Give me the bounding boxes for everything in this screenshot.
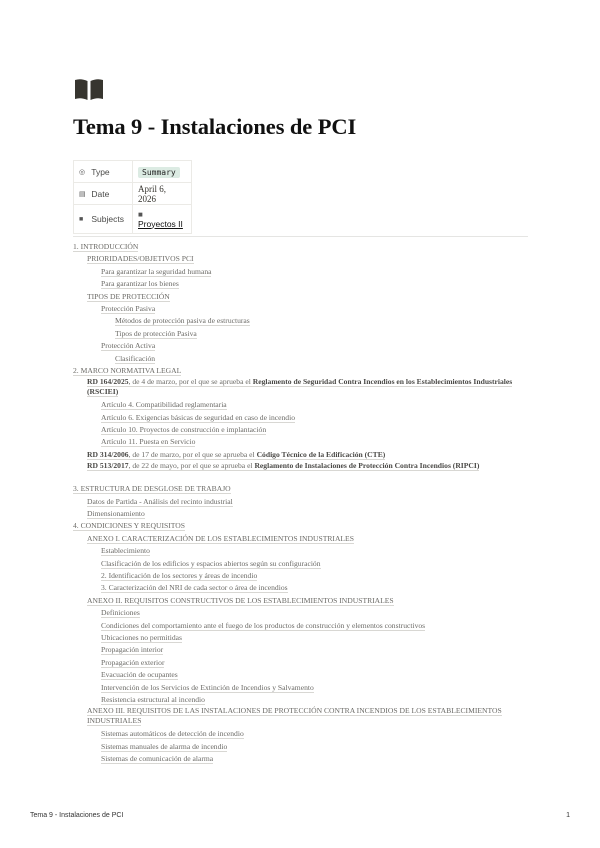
toc-item[interactable]: [73, 303, 533, 315]
toc-item[interactable]: [73, 436, 533, 448]
toc-link[interactable]: Protección Pasiva: [101, 303, 156, 313]
toc-item[interactable]: [73, 644, 533, 656]
toc-item[interactable]: [73, 682, 533, 694]
toc-link[interactable]: Para garantizar la seguridad humana: [101, 266, 212, 276]
toc-link[interactable]: Resistencia estructural al incendio: [101, 694, 205, 704]
toc-link[interactable]: Protección Activa: [101, 341, 156, 351]
toc-item[interactable]: [73, 607, 533, 619]
toc-link[interactable]: ANEXO I. CARACTERIZACIÓN DE LOS ESTABLECIMIENTOS INDUSTRIALES: [87, 533, 354, 543]
toc-link[interactable]: Clasificación: [115, 353, 156, 363]
toc-link[interactable]: Definiciones: [101, 608, 140, 618]
property-key-type: ◎ Type: [74, 161, 133, 183]
footer-title: Tema 9 - Instalaciones de PCI: [30, 812, 124, 819]
toc-link[interactable]: [87, 461, 479, 471]
toc-link[interactable]: Dimensionamiento: [87, 509, 145, 519]
toc-link[interactable]: Para garantizar los bienes: [101, 279, 179, 289]
toc-link[interactable]: Propagación exterior: [101, 657, 165, 667]
page-number: 1: [566, 812, 570, 819]
toc-item[interactable]: [73, 266, 533, 278]
toc-item[interactable]: [73, 449, 533, 461]
toc-item[interactable]: [73, 328, 533, 340]
toc-link[interactable]: ANEXO III. REQUISITOS DE LAS INSTALACIONES DE PROTECCIÓN CONTRA INCENDIOS DE LOS ESTABLECIMIENTOS INDUSTRIALES: [87, 706, 502, 726]
toc-link[interactable]: 4. CONDICIONES Y REQUISITOS: [73, 521, 185, 531]
toc-item[interactable]: [73, 353, 533, 365]
properties-table: [73, 160, 192, 234]
regulation-code: RD 164/2025: [87, 377, 129, 387]
toc-link[interactable]: TIPOS DE PROTECCIÓN: [87, 291, 170, 301]
toc-link[interactable]: [87, 450, 385, 460]
toc-item[interactable]: [73, 496, 533, 508]
toc-link[interactable]: Artículo 11. Puesta en Servicio: [101, 437, 196, 447]
page-title: Tema 9 - Instalaciones de PCI: [73, 114, 357, 139]
toc-link[interactable]: Condiciones del comportamiento ante el fuego de los productos de construcción y elementos constructivos: [101, 620, 426, 630]
toc-link[interactable]: Clasificación de los edificios y espacios abiertos según su configuración: [101, 558, 321, 568]
toc-item[interactable]: [73, 753, 533, 765]
toc-item[interactable]: [73, 508, 533, 520]
toc-link[interactable]: Sistemas manuales de alarma de incendio: [101, 741, 228, 751]
table-of-contents: [73, 241, 533, 765]
toc-link[interactable]: Artículo 10. Proyectos de construcción e implantación: [101, 425, 267, 435]
toc-link[interactable]: Sistemas de comunicación de alarma: [101, 754, 214, 764]
toc-link[interactable]: Datos de Partida - Análisis del recinto industrial: [87, 496, 233, 506]
toc-item[interactable]: [73, 632, 533, 644]
property-row-type: [74, 161, 192, 183]
toc-item[interactable]: [73, 241, 533, 253]
regulation-text: , de 4 de marzo, por el que se aprueba el: [128, 377, 253, 387]
toc-link[interactable]: Evacuación de ocupantes: [101, 670, 178, 680]
toc-item[interactable]: [73, 253, 533, 265]
toc-item[interactable]: [73, 706, 533, 728]
property-row-date: [74, 183, 192, 205]
toc-item[interactable]: [73, 620, 533, 632]
property-row-subjects: [74, 205, 192, 234]
toc-link[interactable]: 3. ESTRUCTURA DE DESGLOSE DE TRABAJO: [73, 484, 231, 494]
toc-item[interactable]: [73, 582, 533, 594]
toc-item[interactable]: [73, 291, 533, 303]
toc-link[interactable]: 2. MARCO NORMATIVA LEGAL: [73, 365, 182, 375]
toc-item[interactable]: [73, 741, 533, 753]
target-icon: ◎: [79, 169, 86, 177]
property-value-subjects: [133, 205, 192, 234]
toc-divider: [73, 236, 528, 237]
toc-item[interactable]: [73, 412, 533, 424]
toc-item[interactable]: [73, 694, 533, 706]
toc-item[interactable]: [73, 483, 533, 495]
toc-item[interactable]: [73, 520, 533, 532]
toc-item[interactable]: [73, 570, 533, 582]
toc-item[interactable]: [73, 365, 533, 377]
toc-item[interactable]: [73, 461, 533, 483]
toc-link[interactable]: Ubicaciones no permitidas: [101, 632, 182, 642]
toc-link[interactable]: Sistemas automáticos de detección de incendio: [101, 729, 244, 739]
summary-tag[interactable]: Summary: [138, 167, 180, 178]
toc-link[interactable]: 2. Identificación de los sectores y áreas de incendio: [101, 570, 258, 580]
toc-item[interactable]: [73, 595, 533, 607]
toc-link[interactable]: Propagación interior: [101, 645, 164, 655]
toc-link[interactable]: Métodos de protección pasiva de estructuras: [115, 316, 250, 326]
toc-link[interactable]: Establecimiento: [101, 546, 150, 556]
property-value-date: April 6, 2026: [133, 183, 192, 205]
page-link-icon: ■: [138, 209, 143, 219]
toc-link[interactable]: Intervención de los Servicios de Extinción de Incendios y Salvamento: [101, 682, 314, 692]
toc-item[interactable]: [73, 315, 533, 327]
regulation-title: Reglamento de Instalaciones de Protección Contra Incendios (RIPCI): [254, 461, 480, 471]
toc-link[interactable]: Artículo 6. Exigencias básicas de seguridad en caso de incendio: [101, 412, 295, 422]
toc-item[interactable]: [73, 377, 533, 399]
subject-link[interactable]: Proyectos II: [138, 218, 183, 229]
property-key-date: ▤ Date: [74, 183, 133, 205]
regulation-title: Reglamento de Seguridad Contra Incendios en los Establecimientos Industriales (RSCIEI): [87, 377, 513, 397]
toc-item[interactable]: [73, 545, 533, 557]
property-key-subjects: ■ Subjects: [74, 205, 133, 234]
property-value-type: [133, 161, 192, 183]
list-icon: ■: [79, 216, 84, 224]
toc-link[interactable]: PRIORIDADES/OBJETIVOS PCI: [87, 254, 194, 264]
toc-link[interactable]: 1. INTRODUCCIÓN: [73, 242, 139, 251]
toc-item[interactable]: [73, 728, 533, 740]
regulation-text: , de 22 de mayo, por el que se aprueba el: [128, 461, 255, 471]
regulation-code: RD 513/2017: [87, 461, 129, 471]
regulation-text: , de 17 de marzo, por el que se aprueba el: [128, 449, 257, 459]
calendar-icon: ▤: [79, 191, 86, 199]
toc-link[interactable]: Tipos de protección Pasiva: [115, 328, 197, 338]
regulation-code: RD 314/2006: [87, 449, 129, 459]
toc-item[interactable]: [73, 657, 533, 669]
toc-item[interactable]: [73, 558, 533, 570]
toc-item[interactable]: [73, 340, 533, 352]
book-icon: [74, 78, 104, 102]
regulation-title: Código Técnico de la Edificación (CTE): [256, 449, 386, 459]
toc-link[interactable]: 3. Caracterización del NRI de cada sector o área de incendios: [101, 583, 288, 593]
toc-item[interactable]: [73, 278, 533, 290]
toc-link[interactable]: [87, 377, 512, 397]
toc-item[interactable]: [73, 399, 533, 411]
toc-link[interactable]: ANEXO II. REQUISITOS CONSTRUCTIVOS DE LOS ESTABLECIMIENTOS INDUSTRIALES: [87, 595, 394, 605]
toc-item[interactable]: [73, 424, 533, 436]
toc-item[interactable]: [73, 533, 533, 545]
toc-link[interactable]: Artículo 4. Compatibilidad reglamentaria: [101, 400, 227, 410]
toc-item[interactable]: [73, 669, 533, 681]
